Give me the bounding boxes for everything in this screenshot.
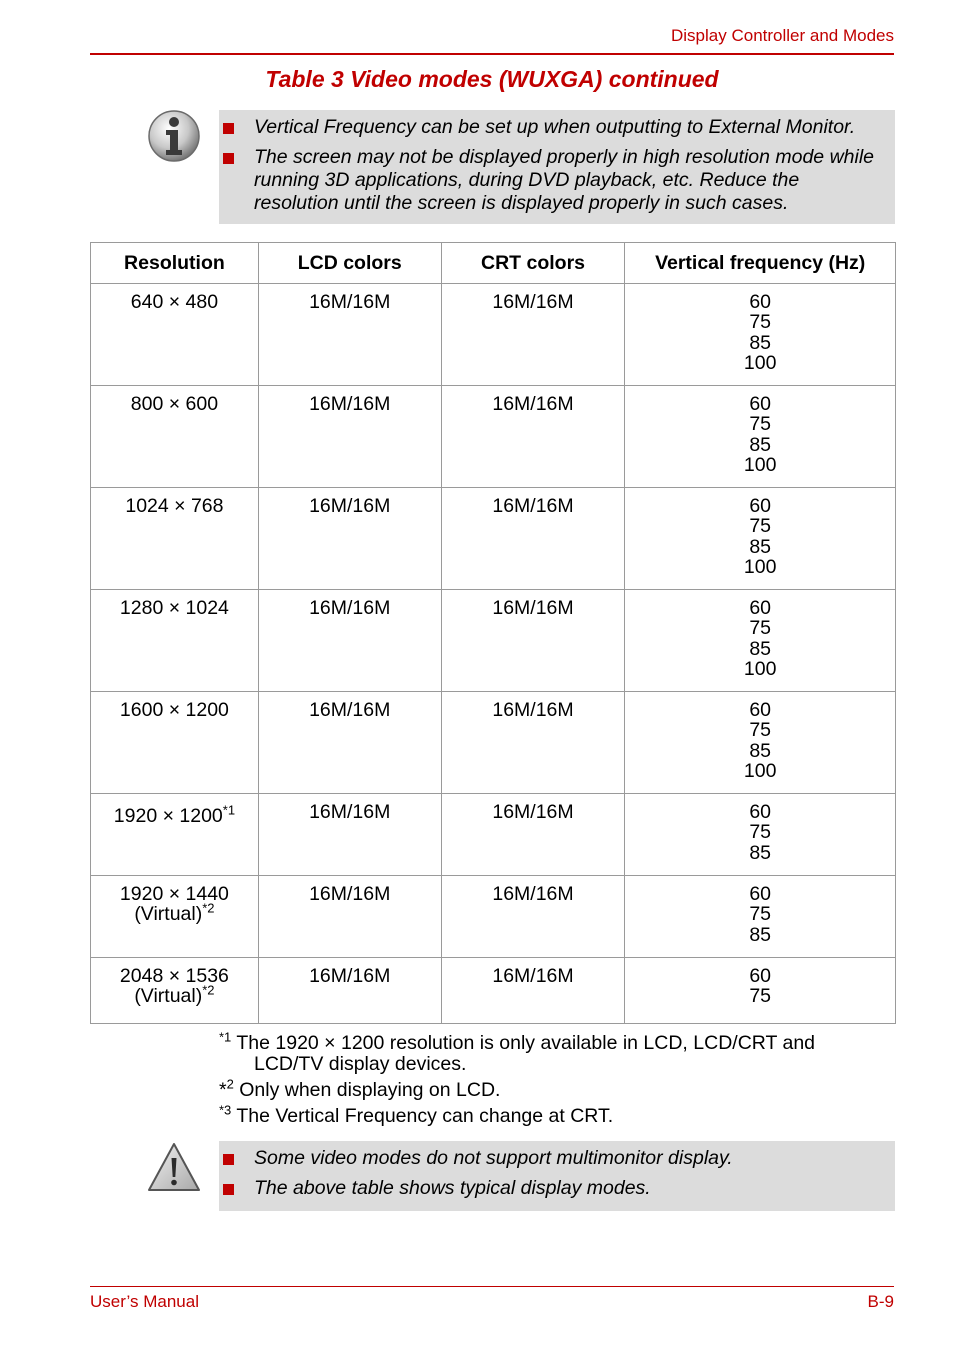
- table-row: [91, 876, 896, 958]
- page-number: B-9: [867, 1292, 894, 1311]
- table-header-row: [91, 243, 896, 284]
- lcd-colors-cell: 16M/16M: [258, 488, 441, 590]
- video-modes-table: [90, 242, 896, 1024]
- crt-colors-cell: 16M/16M: [441, 590, 625, 692]
- resolution-cell: 1280 × 1024: [91, 590, 259, 692]
- table-row: [91, 284, 896, 386]
- resolution-cell: 800 × 600: [91, 386, 259, 488]
- footnote-mark: *2: [202, 900, 215, 916]
- bullet-square-icon: [223, 1154, 234, 1165]
- frequency-cell: 60 75 85 100: [625, 488, 896, 590]
- crt-colors-cell: 16M/16M: [441, 958, 625, 1024]
- table-row: [91, 386, 896, 488]
- crt-colors-cell: 16M/16M: [441, 386, 625, 488]
- resolution-cell: 1600 × 1200: [91, 692, 259, 794]
- table-row: [91, 590, 896, 692]
- footer-manual-title: User’s Manual: [90, 1292, 199, 1311]
- table-caption: Table 3 Video modes (WUXGA) continued: [265, 66, 719, 92]
- resolution-cell: $1920 \times 1200^{*1}$: [91, 794, 259, 876]
- warning-icon: [146, 1140, 202, 1196]
- crt-colors-cell: 16M/16M: [441, 692, 625, 794]
- header-divider: [90, 53, 894, 55]
- lcd-colors-cell: 16M/16M: [258, 958, 441, 1024]
- table-row: [91, 794, 896, 876]
- frequency-cell: 60 75: [625, 958, 896, 1024]
- info-note-item: The screen may not be displayed properly in high resolution mode while running 3D applications, during DVD playback, etc. Reduce the resolution until the screen is displayed properly in such cases.: [219, 146, 881, 215]
- column-header-lcd-colors: LCD colors: [258, 243, 441, 284]
- column-header-resolution: Resolution: [91, 243, 259, 284]
- table-row: [91, 958, 896, 1024]
- resolution-cell: 2048 × 1536 (Virtual)$^{*2}$: [91, 958, 259, 1024]
- crt-colors-cell: 16M/16M: [441, 794, 625, 876]
- resolution-cell: 640 × 480: [91, 284, 259, 386]
- lcd-colors-cell: 16M/16M: [258, 794, 441, 876]
- table-row: [91, 692, 896, 794]
- footnote: $^{*3}$ The Vertical Frequency can change at CRT.: [219, 1102, 614, 1127]
- warning-note-item: The above table shows typical display modes.: [219, 1177, 881, 1200]
- footnote-mark: *2: [202, 982, 215, 998]
- table-footnotes: [219, 1029, 879, 1132]
- frequency-cell: 60 75 85 100: [625, 692, 896, 794]
- bullet-square-icon: [223, 123, 234, 134]
- frequency-cell: 60 75 85 100: [625, 386, 896, 488]
- lcd-colors-cell: 16M/16M: [258, 692, 441, 794]
- info-note: [219, 110, 895, 224]
- frequency-cell: 60 75 85 100: [625, 590, 896, 692]
- bullet-square-icon: [223, 1184, 234, 1195]
- lcd-colors-cell: 16M/16M: [258, 284, 441, 386]
- column-header-vertical-frequency: Vertical frequency (Hz): [625, 243, 896, 284]
- warning-note-item: Some video modes do not support multimonitor display.: [219, 1147, 881, 1170]
- frequency-cell: 60 75 85: [625, 876, 896, 958]
- crt-colors-cell: 16M/16M: [441, 284, 625, 386]
- crt-colors-cell: 16M/16M: [441, 876, 625, 958]
- lcd-colors-cell: 16M/16M: [258, 876, 441, 958]
- frequency-cell: 60 75 85: [625, 794, 896, 876]
- info-icon: [146, 108, 202, 164]
- info-note-item: Vertical Frequency can be set up when outputting to External Monitor.: [219, 116, 881, 139]
- table-row: [91, 488, 896, 590]
- resolution-cell: 1920 × 1440 (Virtual)$^{*2}$: [91, 876, 259, 958]
- footnote: $^{*1}$ The 1920 × 1200 resolution is only available in LCD, LCD/CRT and LCD/TV display devices.: [219, 1029, 816, 1075]
- footer-divider: [90, 1286, 894, 1287]
- bullet-square-icon: [223, 153, 234, 164]
- frequency-cell: 60 75 85 100: [625, 284, 896, 386]
- crt-colors-cell: 16M/16M: [441, 488, 625, 590]
- column-header-crt-colors: CRT colors: [441, 243, 625, 284]
- lcd-colors-cell: 16M/16M: [258, 590, 441, 692]
- lcd-colors-cell: 16M/16M: [258, 386, 441, 488]
- running-header: Display Controller and Modes: [671, 26, 894, 45]
- footnote: *$^2$ Only when displaying on LCD.: [219, 1076, 501, 1101]
- resolution-cell: 1024 × 768: [91, 488, 259, 590]
- footnote-mark: *1: [222, 802, 236, 818]
- warning-note: [219, 1141, 895, 1211]
